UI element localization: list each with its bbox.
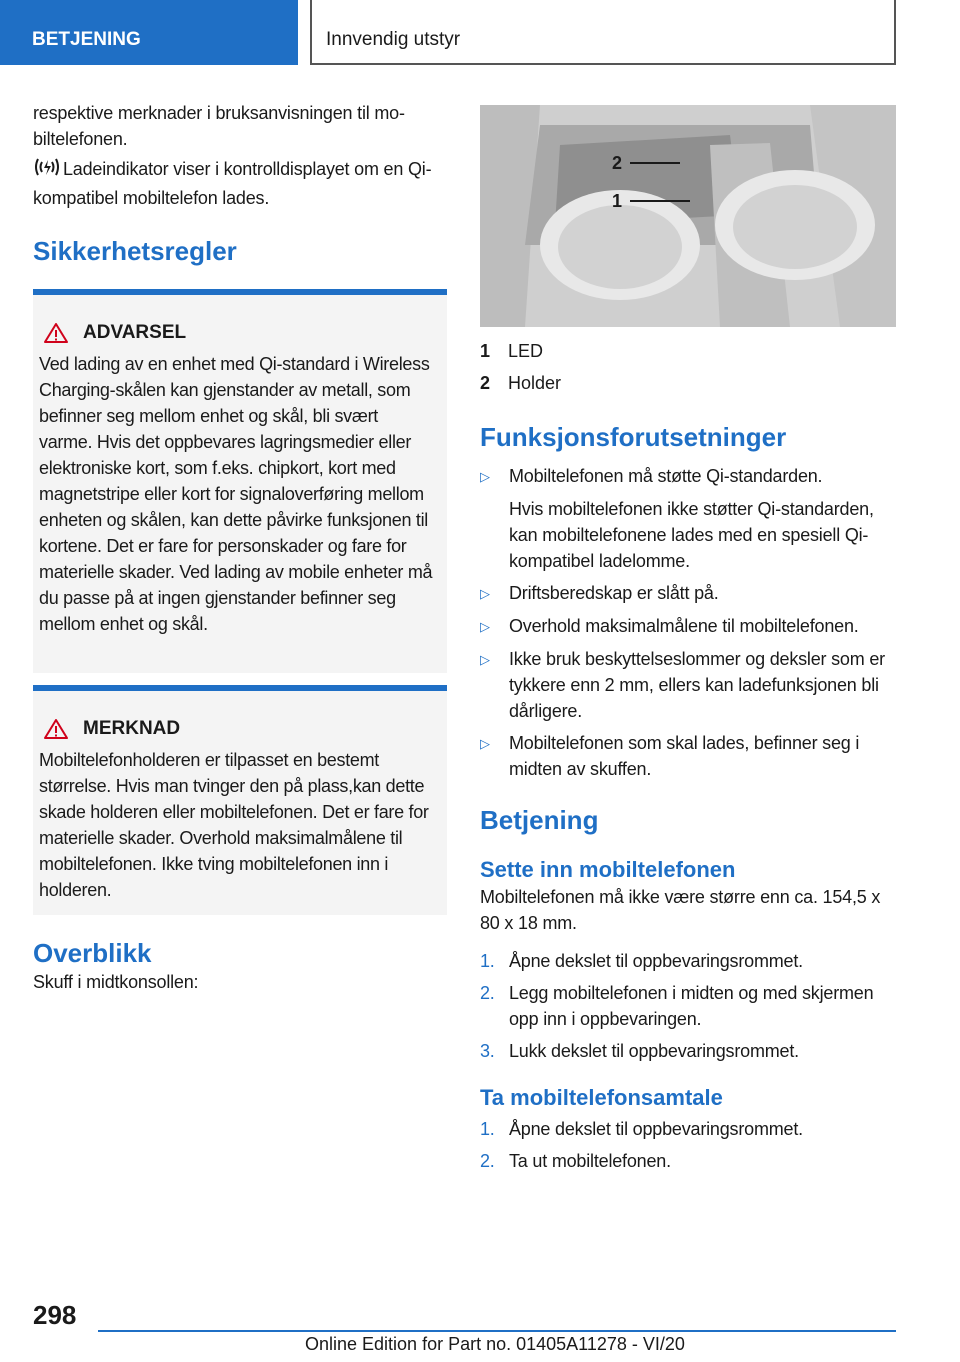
step-text: Legg mobiltelefonen i midten og med skjermen opp inn i oppbevaringen. bbox=[509, 983, 874, 1029]
list-item-text: Overhold maksimalmålene til mobiltelefonen. bbox=[509, 616, 859, 636]
warning-triangle-icon bbox=[43, 322, 69, 344]
legend-item bbox=[480, 367, 896, 399]
page-number: 298 bbox=[33, 1300, 77, 1330]
warning-text: Ved lading av en enhet med Qi-standard i Wireless Charging-skålen kan gjenstander av metall, som befinner seg mellom enhet og skål, bli svært varme. Hvis det oppbevares lagringsmedier eller elektroniske kort, som f.eks. chipkort, kort med magnetstripe eller kort for signaloverføring mellom enheten og skålen, kan dette påvirke funksjonen til kortene. Det er fare for personskader og fare for materielle skader. Ved lading av mobile enheter må du passe på at ingen gjenstander befinner seg mellom enhet og skål. bbox=[39, 354, 433, 634]
triangle-bullet-icon: ▷ bbox=[480, 469, 490, 484]
step-item bbox=[480, 1148, 896, 1174]
footer-divider bbox=[98, 1330, 896, 1332]
warning-title: ADVARSEL bbox=[83, 322, 187, 343]
wireless-charging-icon bbox=[33, 156, 63, 185]
list-item-text: Mobiltelefonen må støtte Qi-standarden. bbox=[509, 466, 823, 486]
warning-box bbox=[33, 289, 447, 673]
list-item-text: Ikke bruk beskyttelseslommer og deksler som er tykkere enn 2 mm, ellers kan ladefunksjonen bli dårligere. bbox=[509, 649, 885, 721]
list-item bbox=[480, 613, 896, 640]
notice-text: Mobiltelefonholderen er tilpasset en bestemt størrelse. Hvis man tvinger den på plass,kan dette skade holderen eller mobiltelefonen. Det er fare for materielle skader. Overhold maksimalmålene til mobiltelefonen. Ikke tving mobiltelefonen inn i holderen. bbox=[39, 750, 429, 900]
insert-steps bbox=[480, 948, 896, 1064]
step-number: 2. bbox=[480, 1151, 495, 1171]
legend-number: 2 bbox=[480, 373, 491, 393]
operation-heading: Betjening bbox=[480, 805, 599, 835]
list-item bbox=[480, 646, 896, 724]
section-title: BETJENING bbox=[32, 29, 141, 50]
figure-label-1: 1 bbox=[612, 191, 623, 211]
overview-text: Skuff i midtkonsollen: bbox=[33, 972, 199, 992]
step-text: Åpne dekslet til oppbevaringsrommet. bbox=[509, 951, 803, 971]
notice-title: MERKNAD bbox=[83, 718, 181, 739]
chapter-title: Innvendig utstyr bbox=[326, 29, 461, 50]
triangle-bullet-icon: ▷ bbox=[480, 619, 490, 634]
legend-number: 1 bbox=[480, 341, 491, 361]
list-item bbox=[480, 463, 896, 490]
console-drawer-photo bbox=[480, 105, 896, 327]
chapter-tab bbox=[310, 0, 896, 65]
step-text: Ta ut mobiltelefonen. bbox=[509, 1151, 671, 1171]
step-number: 2. bbox=[480, 983, 495, 1003]
right-column bbox=[480, 100, 896, 1180]
warning-triangle-icon bbox=[43, 718, 69, 740]
list-item-text: Driftsberedskap er slått på. bbox=[509, 583, 719, 603]
list-item bbox=[480, 580, 896, 607]
indicator-text: Ladeindikator viser i kontrolldisplayet om en Qi-kompatibel mobiltelefon lades. bbox=[33, 159, 432, 208]
list-item-subtext: Hvis mobiltelefonen ikke støtter Qi-standarden, kan mobiltelefonene lades med en spesiell Qi-kompatibel ladelomme. bbox=[509, 499, 874, 571]
step-number: 3. bbox=[480, 1041, 495, 1061]
section-tab bbox=[0, 0, 298, 65]
legend-item bbox=[480, 335, 896, 367]
step-text: Åpne dekslet til oppbevaringsrommet. bbox=[509, 1119, 803, 1139]
step-text: Lukk dekslet til oppbevaringsrommet. bbox=[509, 1041, 799, 1061]
step-item bbox=[480, 1038, 896, 1064]
list-item bbox=[480, 730, 896, 782]
figure-legend bbox=[480, 335, 896, 399]
step-item bbox=[480, 980, 896, 1032]
call-steps bbox=[480, 1116, 896, 1174]
step-number: 1. bbox=[480, 1119, 495, 1139]
requirements-list bbox=[480, 463, 896, 782]
figure-label-2: 2 bbox=[612, 153, 623, 173]
overview-heading: Overblikk bbox=[33, 938, 152, 968]
left-column bbox=[33, 100, 447, 995]
edition-footer: Online Edition for Part no. 01405A11278 - VI/20 bbox=[305, 1334, 685, 1354]
triangle-bullet-icon: ▷ bbox=[480, 586, 490, 601]
notice-box bbox=[33, 685, 447, 915]
triangle-bullet-icon: ▷ bbox=[480, 736, 490, 751]
step-number: 1. bbox=[480, 951, 495, 971]
insert-text: Mobiltelefonen må ikke være større enn ca. 154,5 x 80 x 18 mm. bbox=[480, 887, 881, 933]
intro-paragraph: respektive merknader i bruksanvisningen til mobiltelefonen. bbox=[33, 103, 405, 149]
triangle-bullet-icon: ▷ bbox=[480, 652, 490, 667]
step-item bbox=[480, 948, 896, 974]
safety-heading: Sikkerhetsregler bbox=[33, 236, 237, 266]
indicator-paragraph bbox=[33, 156, 447, 211]
step-item bbox=[480, 1116, 896, 1142]
requirements-heading: Funksjonsforutsetninger bbox=[480, 422, 787, 452]
list-item-text: Mobiltelefonen som skal lades, befinner seg i midten av skuffen. bbox=[509, 733, 860, 779]
insert-heading: Sette inn mobiltelefonen bbox=[480, 857, 736, 882]
call-heading: Ta mobiltelefonsamtale bbox=[480, 1085, 723, 1110]
legend-label: Holder bbox=[508, 373, 562, 393]
legend-label: LED bbox=[508, 341, 544, 361]
